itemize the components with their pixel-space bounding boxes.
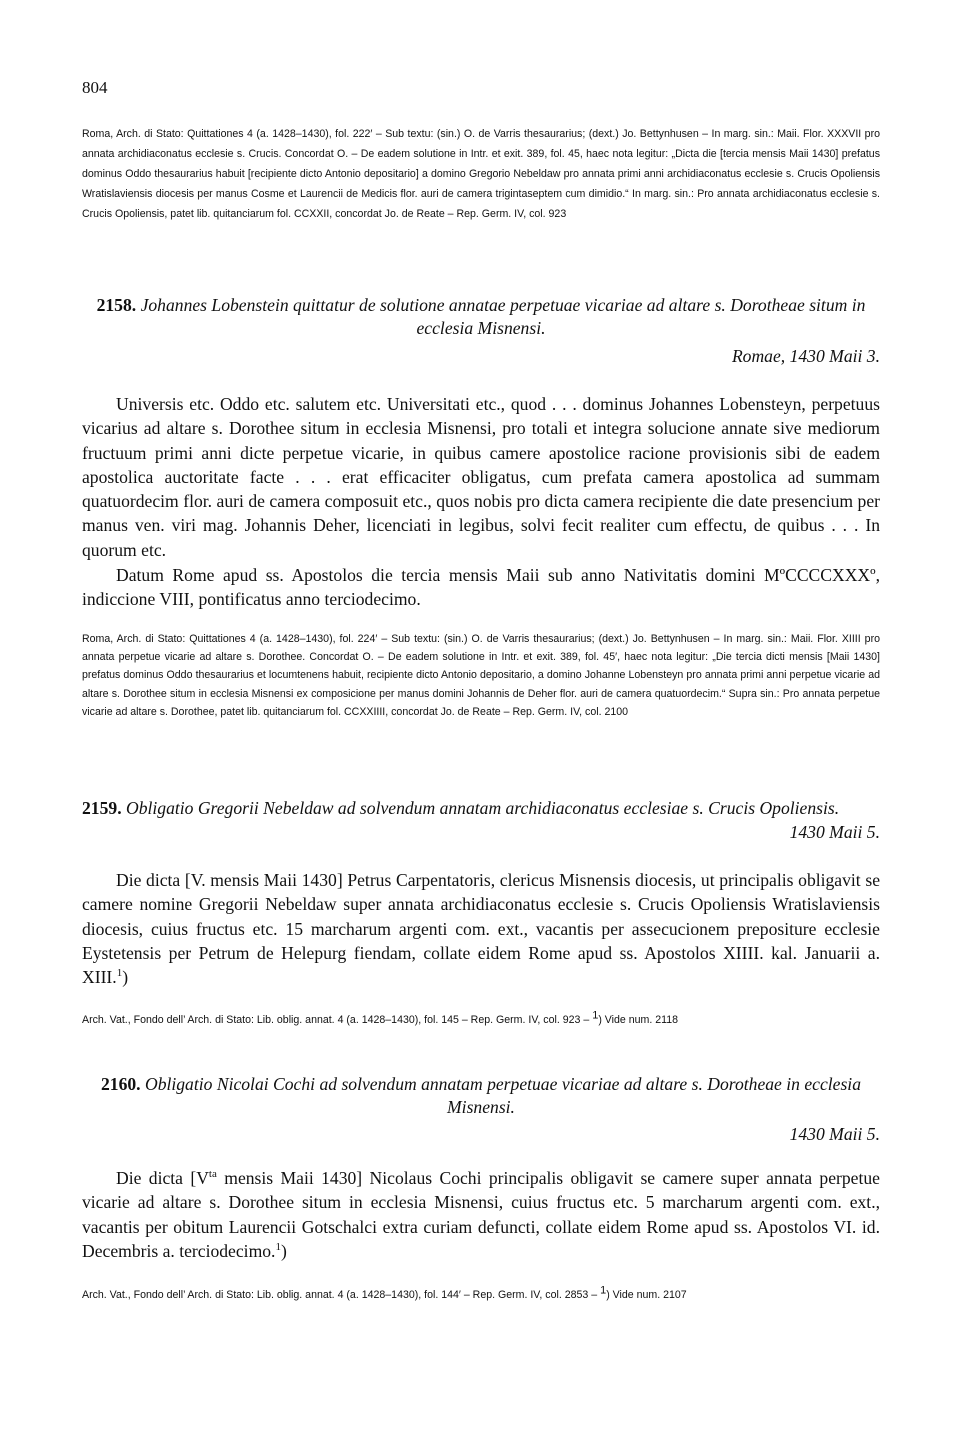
entry-2159-date: 1430 Maii 5. <box>789 822 880 842</box>
footnote-ref: 1 <box>275 1241 281 1254</box>
entry-2158-heading <box>82 294 880 340</box>
entry-2160-text-main: mensis Maii 1430] Nicolaus Cochi principalis obligavit se camere super annata perpetue vicarie ad altare s. Dorothee situm in ecclesia Misnensi, cuius fructus etc. 5 marcharum argenti com. ext., vacantis per obitum Laurencii Gotschalci extra curiam defuncti, collate eidem Rome apud ss. Apostolos VI. id. Decembris a. terciodecimo. <box>82 1168 880 1261</box>
footnote-ref-paren: ) <box>122 967 129 988</box>
page-number: 804 <box>82 78 108 97</box>
entry-number: 2158. <box>96 295 137 315</box>
footnote-2157: Roma, Arch. di Stato: Quittationes 4 (a. 1428–1430), fol. 222′ – Sub textu: (sin.) O. de Varris thesaurarius; (dext.) Jo. Bettynhusen – In marg. sin.: Maii. Flor. XXXVII pro annata archidiaconatus ecclesie s. Crucis. Concordat O. – De eadem solutione in Intr. et exit. 389, fol. 45, haec nota legitur: „Dicta die [tercia mensis Maii 1430] prefatus dominus Oddo thesaurarius habuit [recipiente dicto Antonio depositario] a domino Gregorio Nebeldaw pro annata primi anni archidiaconatus ecclesie s. Crucis Opoliensis Wratislaviensis diocesis per manus Cosme et Laurencii de Medicis flor. auri de camera trigintaseptem cum dimidio.“ In marg. sin.: Pro annata archidiaconatus ecclesie s. Crucis Opoliensis, patet lib. quitanciarum fol. CCXXII, concordat Jo. de Reate – Rep. Germ. IV, col. 923 <box>82 128 880 220</box>
footnote-2160-source: Arch. Vat., Fondo dell’ Arch. di Stato: Lib. oblig. annat. 4 (a. 1428–1430), fol. 144′ – Rep. Germ. IV, col. 2853 – <box>82 1289 601 1301</box>
footnote-ref: 1 <box>116 967 123 980</box>
footnote-2159-ref: ) Vide num. 2118 <box>598 1014 679 1026</box>
footnote-2159-source: Arch. Vat., Fondo dell’ Arch. di Stato: Lib. oblig. annat. 4 (a. 1428–1430), fol. 145 – Rep. Germ. IV, col. 923 – <box>82 1014 593 1026</box>
footnote-mark: 1 <box>592 1009 599 1022</box>
entry-2159-text <box>82 868 880 989</box>
footnote-2158: Roma, Arch. di Stato: Quittationes 4 (a. 1428–1430), fol. 224′ – Sub textu: (sin.) O. de Varris thesaurarius; (dext.) Jo. Bettynhusen – In marg. sin.: Maii. Flor. XIIII pro annata perpetue vicarie ad altare s. Dorothee. Concordat O. – De eadem solutione in Intr. et exit. 389, fol. 45′, haec nota legitur: „Die tercia dicti mensis [Maii 1430] prefatus dominus Oddo thesaurarius et locumtenens habuit, recipiente dicto Antonio depositario, a domino Johanne Lobensteyn pro annata primi anni perpetue vicarie ad altare s. Dorothee situm in ecclesia Misnensi ex composicione per manus domini Johannis de Deher flor. auri de camera quatuordecim.“ Supra sin.: Pro annata perpetue vicarie ad altare s. Dorothee, patet lib. quitanciarum fol. CCXXIIII, concordat Jo. de Reate – Rep. Germ. IV, col. 2100 <box>82 633 880 718</box>
footnote-2160 <box>82 1285 880 1305</box>
entry-title: Obligatio Gregorii Nebeldaw ad solvendum annatam archidiaconatus ecclesiae s. Crucis Opoliensis. <box>126 798 840 818</box>
entry-number: 2160. <box>100 1074 141 1094</box>
entry-title: Obligatio Nicolai Cochi ad solvendum annatam perpetuae vicariae ad altare s. Dorotheae in ecclesia Misnensi. <box>144 1074 861 1117</box>
footnote-2159 <box>82 1010 880 1030</box>
superscript-ta: ta <box>208 1168 217 1181</box>
footnote-2160-ref: ) Vide num. 2107 <box>606 1289 687 1301</box>
entry-2160-heading <box>82 1073 880 1119</box>
entry-title: Johannes Lobenstein quittatur de solutione annatae perpetuae vicariae ad altare s. Dorotheae situm in ecclesia Misnensi. <box>140 295 866 338</box>
entry-2160-date: 1430 Maii 5. <box>789 1124 880 1144</box>
entry-2159-heading <box>82 797 880 820</box>
entry-number: 2159. <box>82 798 122 818</box>
entry-2160-text <box>82 1166 880 1263</box>
entry-2159-text-main: Die dicta [V. mensis Maii 1430] Petrus Carpentatoris, clericus Misnensis diocesis, ut principalis obligavit se camere nomine Gregorii Nebeldaw super annata archidiaconatus ecclesie s. Crucis Opoliensis Wratislaviensis diocesis, cuius fructus etc. 15 marcharum argenti com. ext., vacantis per assecucionem prepositure ecclesie Eystetensis per Petrum de Helepurg fiendam, collate eidem Rome apud ss. Apostolos XIIII. kal. Januarii a. XIII. <box>82 870 880 988</box>
footnote-ref-paren: ) <box>280 1240 287 1261</box>
entry-2158-datum: Datum Rome apud ss. Apostolos die tercia mensis Maii sub anno Nativitatis domini MºCCCCXXXº, indiccione VIII, pontificatus anno terciodecimo. <box>82 565 880 610</box>
entry-2158-date: Romae, 1430 Maii 3. <box>731 346 880 366</box>
entry-2158-text: Universis etc. Oddo etc. salutem etc. Universitati etc., quod . . . dominus Johannes Lobensteyn, perpetuus vicarius ad altare s. Dorothee situm in ecclesia Misnensi, pro totali et integra solucione annate sive mediorum fructuum primi anni dicte perpetue vicarie, in quibus camere apostolice racione provisionis sibi de eadem apostolica auctoritate facte . . . erat efficaciter obligatus, cum prefata camera apostolica ad summam quatuordecim flor. auri de camera composuit etc., quos nobis pro dicta camera recipiente die date presencium per manus ven. viri mag. Johannis Deher, licenciati in legibus, solvi fecit realiter cum effectu, de quibus . . . In quorum etc. <box>82 394 880 560</box>
footnote-mark: 1 <box>600 1284 607 1297</box>
entry-2160-text-start: Die dicta [V <box>116 1168 209 1188</box>
